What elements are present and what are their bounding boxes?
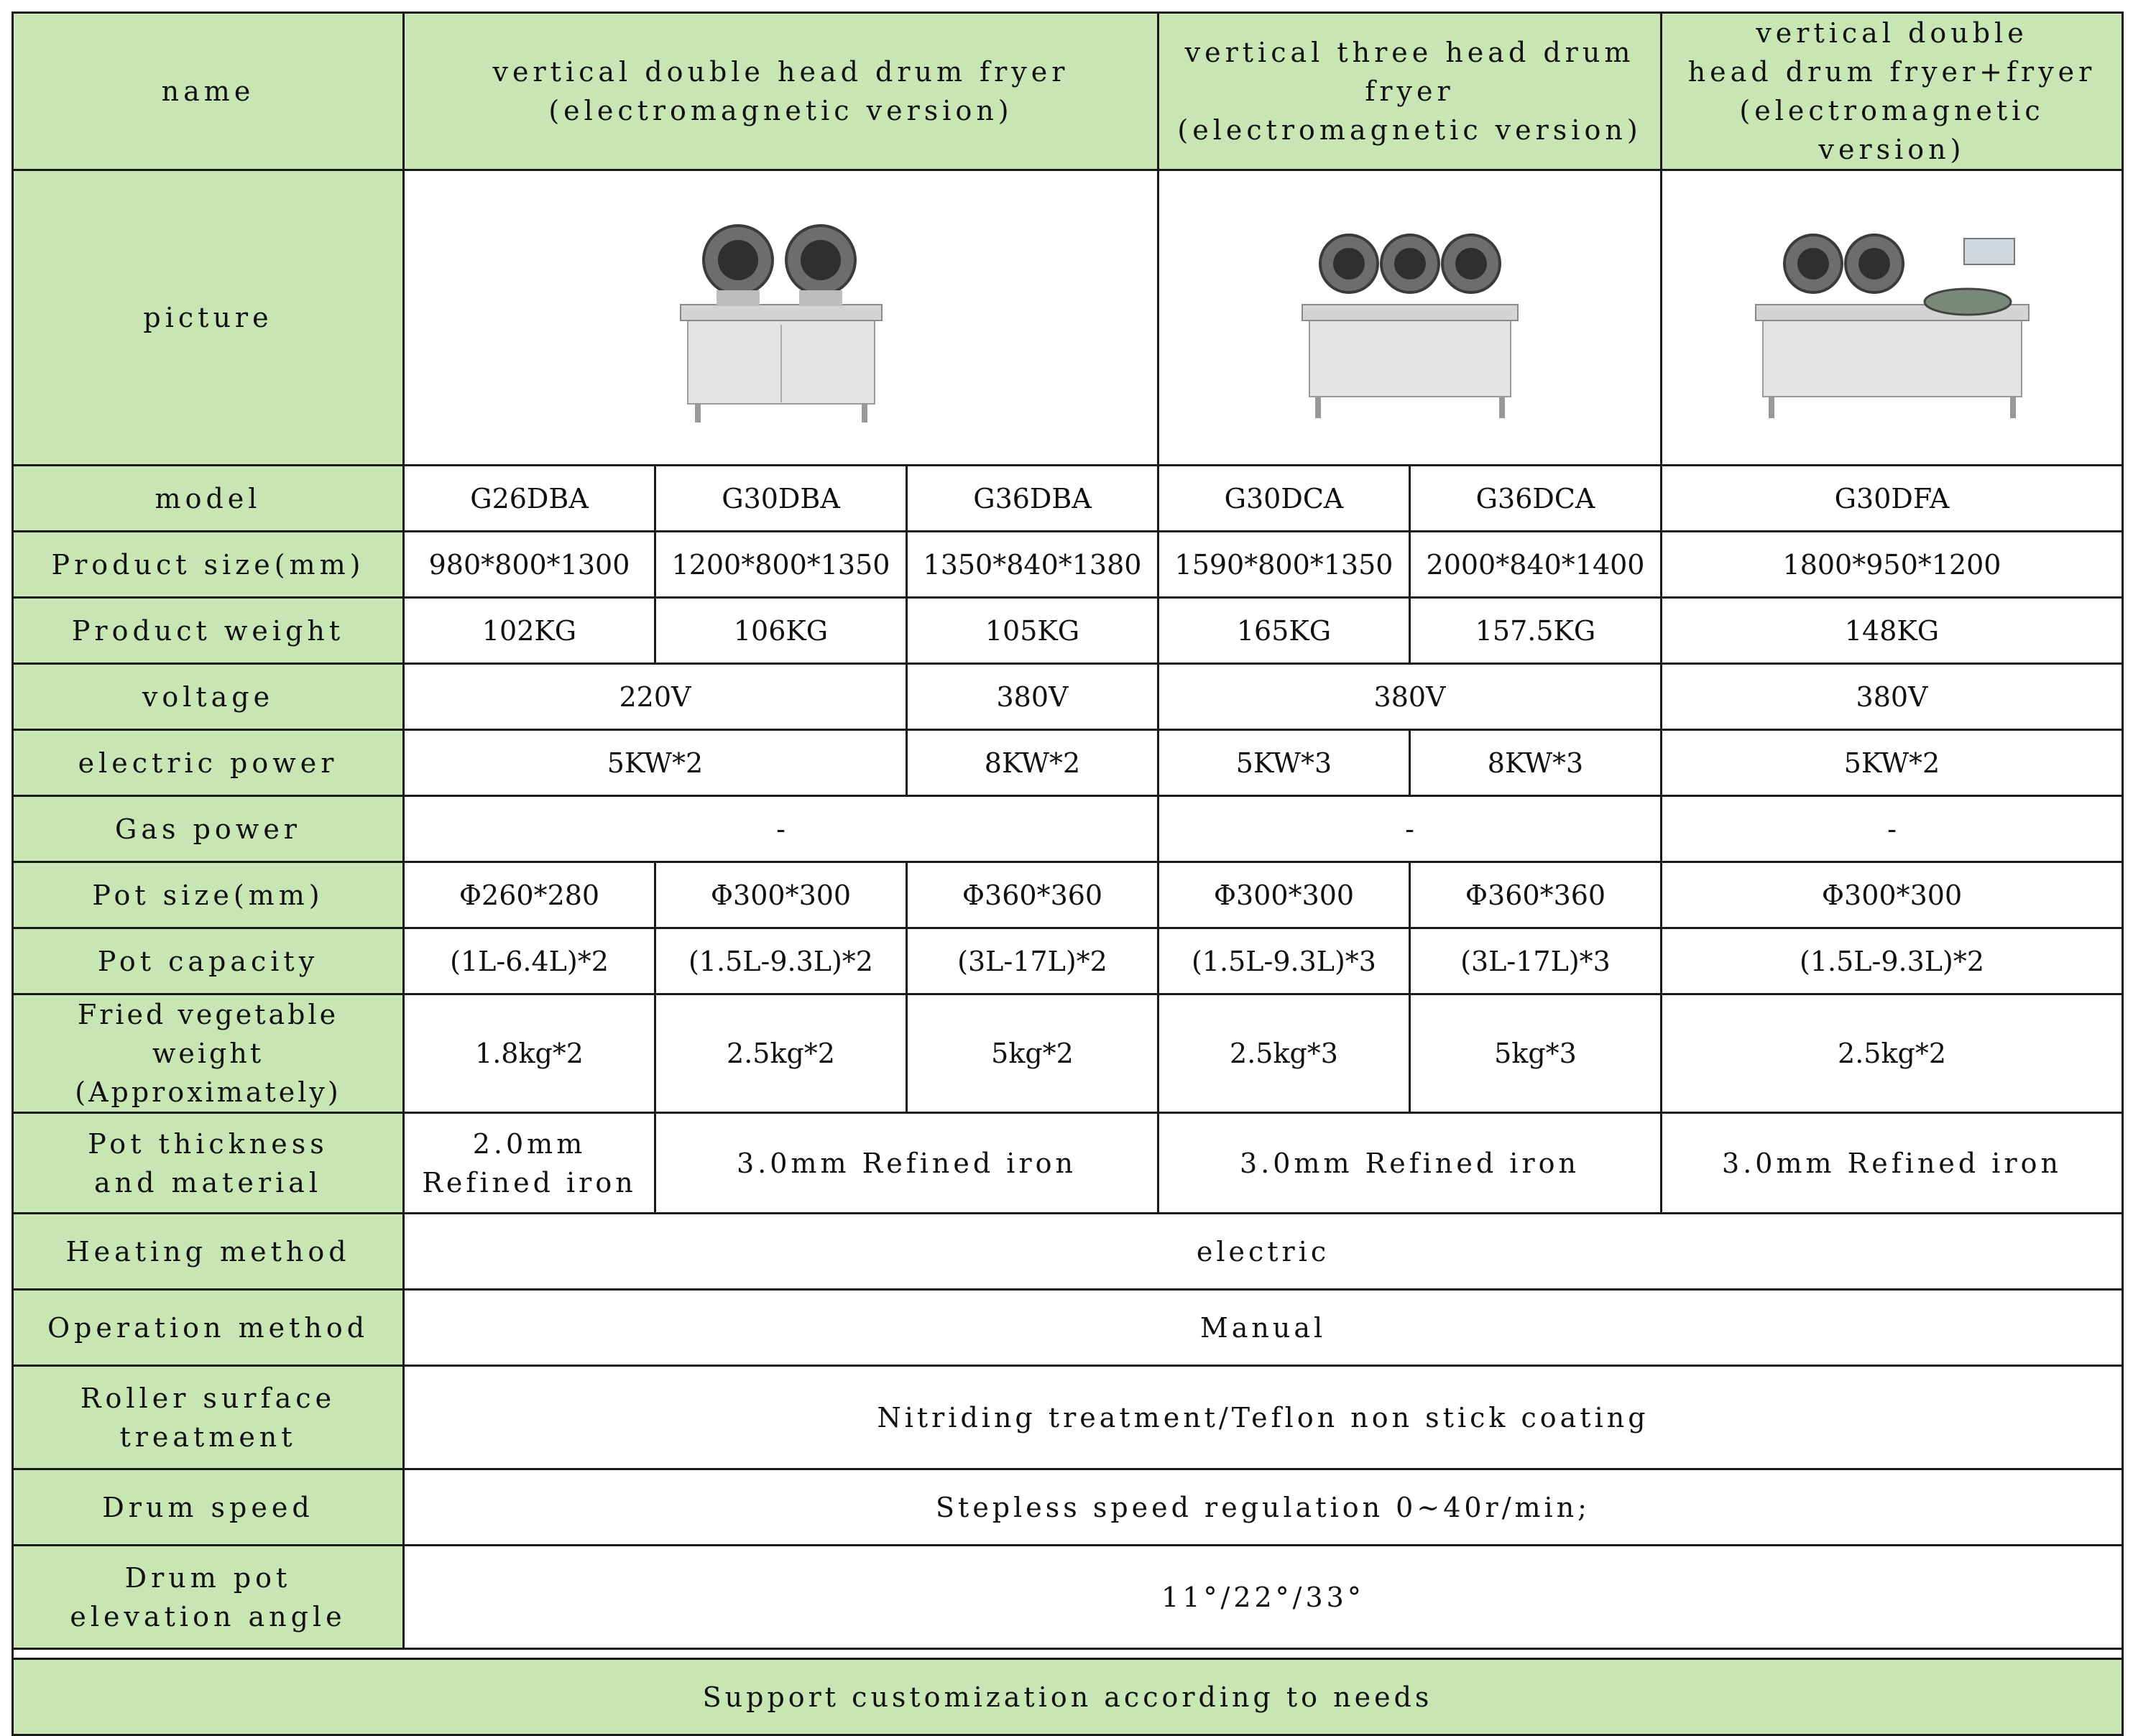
voltage-row (13, 664, 2123, 730)
heating-method-row (13, 1214, 2123, 1290)
product-name-double-head: vertical double head drum fryer (electromagnetic version) (404, 13, 1158, 170)
name-label: name (13, 13, 404, 170)
fried-vegetable-weight-cell: 2.5kg*3 (1158, 994, 1410, 1113)
model-cell: G26DBA (404, 466, 655, 532)
operation-method-cell: Manual (404, 1290, 2123, 1366)
elevation-angle-label: Drum pot elevation angle (13, 1546, 404, 1649)
electric-power-row (13, 730, 2123, 796)
pot-thickness-cell: 3.0mm Refined iron (1158, 1113, 1662, 1214)
fried-vegetable-weight-cell: 5kg*3 (1410, 994, 1662, 1113)
fried-vegetable-weight-cell: 1.8kg*2 (404, 994, 655, 1113)
pot-size-cell: Φ260*280 (404, 862, 655, 928)
gas-power-label: Gas power (13, 796, 404, 862)
header-row (13, 13, 2123, 170)
pot-capacity-cell: (1L-6.4L)*2 (404, 928, 655, 994)
product-size-label: Product size(mm) (13, 532, 404, 598)
product-weight-label: Product weight (13, 598, 404, 664)
product-weight-cell: 106KG (655, 598, 907, 664)
voltage-cell: 220V (404, 664, 907, 730)
elevation-angle-cell: 11°/22°/33° (404, 1546, 2123, 1649)
elevation-angle-row (13, 1546, 2123, 1649)
electric-power-cell: 5KW*2 (404, 730, 907, 796)
product-size-cell: 1800*950*1200 (1662, 532, 2123, 598)
product-weight-cell: 148KG (1662, 598, 2123, 664)
model-row (13, 466, 2123, 532)
fried-vegetable-weight-label: Fried vegetable weight (Approximately) (13, 994, 404, 1113)
gas-power-cell: - (404, 796, 1158, 862)
operation-method-label: Operation method (13, 1290, 404, 1366)
pot-size-cell: Φ360*360 (1410, 862, 1662, 928)
product-weight-row (13, 598, 2123, 664)
voltage-cell: 380V (1158, 664, 1662, 730)
voltage-cell: 380V (1662, 664, 2123, 730)
customization-banner: Support customization according to needs (13, 1659, 2123, 1735)
operation-method-row (13, 1290, 2123, 1366)
drum-speed-label: Drum speed (13, 1469, 404, 1546)
footer-row (13, 1659, 2123, 1735)
roller-surface-cell: Nitriding treatment/Teflon non stick coating (404, 1366, 2123, 1469)
product-weight-cell: 105KG (907, 598, 1158, 664)
pot-capacity-label: Pot capacity (13, 928, 404, 994)
fried-vegetable-weight-cell: 2.5kg*2 (1662, 994, 2123, 1113)
product-weight-cell: 102KG (404, 598, 655, 664)
pot-capacity-cell: (1.5L-9.3L)*2 (655, 928, 907, 994)
fried-vegetable-weight-row (13, 994, 2123, 1113)
model-label: model (13, 466, 404, 532)
pot-capacity-cell: (1.5L-9.3L)*2 (1662, 928, 2123, 994)
double-head-fryer-illustration (666, 210, 896, 425)
electric-power-cell: 5KW*3 (1158, 730, 1410, 796)
spec-table (11, 11, 2124, 1736)
product-size-cell: 1200*800*1350 (655, 532, 907, 598)
pot-capacity-cell: (3L-17L)*2 (907, 928, 1158, 994)
product-weight-cell: 157.5KG (1410, 598, 1662, 664)
model-cell: G36DBA (907, 466, 1158, 532)
product-name-three-head: vertical three head drum fryer (electromagnetic version) (1158, 13, 1662, 170)
double-head-plus-fryer-illustration (1749, 210, 2036, 425)
electric-power-cell: 5KW*2 (1662, 730, 2123, 796)
gas-power-cell: - (1662, 796, 2123, 862)
fried-vegetable-weight-cell: 5kg*2 (907, 994, 1158, 1113)
spacer (13, 1649, 2123, 1659)
model-cell: G30DBA (655, 466, 907, 532)
product-size-cell: 980*800*1300 (404, 532, 655, 598)
pot-capacity-row (13, 928, 2123, 994)
product-size-cell: 1350*840*1380 (907, 532, 1158, 598)
picture-row (13, 170, 2123, 466)
double-head-drum-fryer-plus-fryer-photo (1662, 170, 2123, 466)
voltage-cell: 380V (907, 664, 1158, 730)
pot-size-row (13, 862, 2123, 928)
product-size-cell: 1590*800*1350 (1158, 532, 1410, 598)
pot-thickness-row (13, 1113, 2123, 1214)
model-cell: G30DFA (1662, 466, 2123, 532)
heating-method-label: Heating method (13, 1214, 404, 1290)
electric-power-cell: 8KW*2 (907, 730, 1158, 796)
gas-power-row (13, 796, 2123, 862)
product-size-cell: 2000*840*1400 (1410, 532, 1662, 598)
pot-size-cell: Φ300*300 (1662, 862, 2123, 928)
pot-size-cell: Φ300*300 (655, 862, 907, 928)
heating-method-cell: electric (404, 1214, 2123, 1290)
fried-vegetable-weight-cell: 2.5kg*2 (655, 994, 907, 1113)
model-cell: G30DCA (1158, 466, 1410, 532)
picture-label: picture (13, 170, 404, 466)
product-name-double-head-plus-fryer: vertical double head drum fryer+fryer (electromagnetic version) (1662, 13, 2123, 170)
pot-size-cell: Φ300*300 (1158, 862, 1410, 928)
pot-size-label: Pot size(mm) (13, 862, 404, 928)
pot-size-cell: Φ360*360 (907, 862, 1158, 928)
three-head-drum-fryer-photo (1158, 170, 1662, 466)
gas-power-cell: - (1158, 796, 1662, 862)
pot-thickness-cell: 3.0mm Refined iron (655, 1113, 1158, 1214)
electric-power-label: electric power (13, 730, 404, 796)
electric-power-cell: 8KW*3 (1410, 730, 1662, 796)
roller-surface-row (13, 1366, 2123, 1469)
drum-speed-row (13, 1469, 2123, 1546)
pot-capacity-cell: (1.5L-9.3L)*3 (1158, 928, 1410, 994)
drum-speed-cell: Stepless speed regulation 0~40r/min; (404, 1469, 2123, 1546)
product-size-row (13, 532, 2123, 598)
pot-capacity-cell: (3L-17L)*3 (1410, 928, 1662, 994)
double-head-drum-fryer-photo (404, 170, 1158, 466)
pot-thickness-cell: 3.0mm Refined iron (1662, 1113, 2123, 1214)
three-head-fryer-illustration (1295, 210, 1525, 425)
voltage-label: voltage (13, 664, 404, 730)
roller-surface-label: Roller surface treatment (13, 1366, 404, 1469)
model-cell: G36DCA (1410, 466, 1662, 532)
pot-thickness-cell: 2.0mm Refined iron (404, 1113, 655, 1214)
product-weight-cell: 165KG (1158, 598, 1410, 664)
pot-thickness-label: Pot thickness and material (13, 1113, 404, 1214)
